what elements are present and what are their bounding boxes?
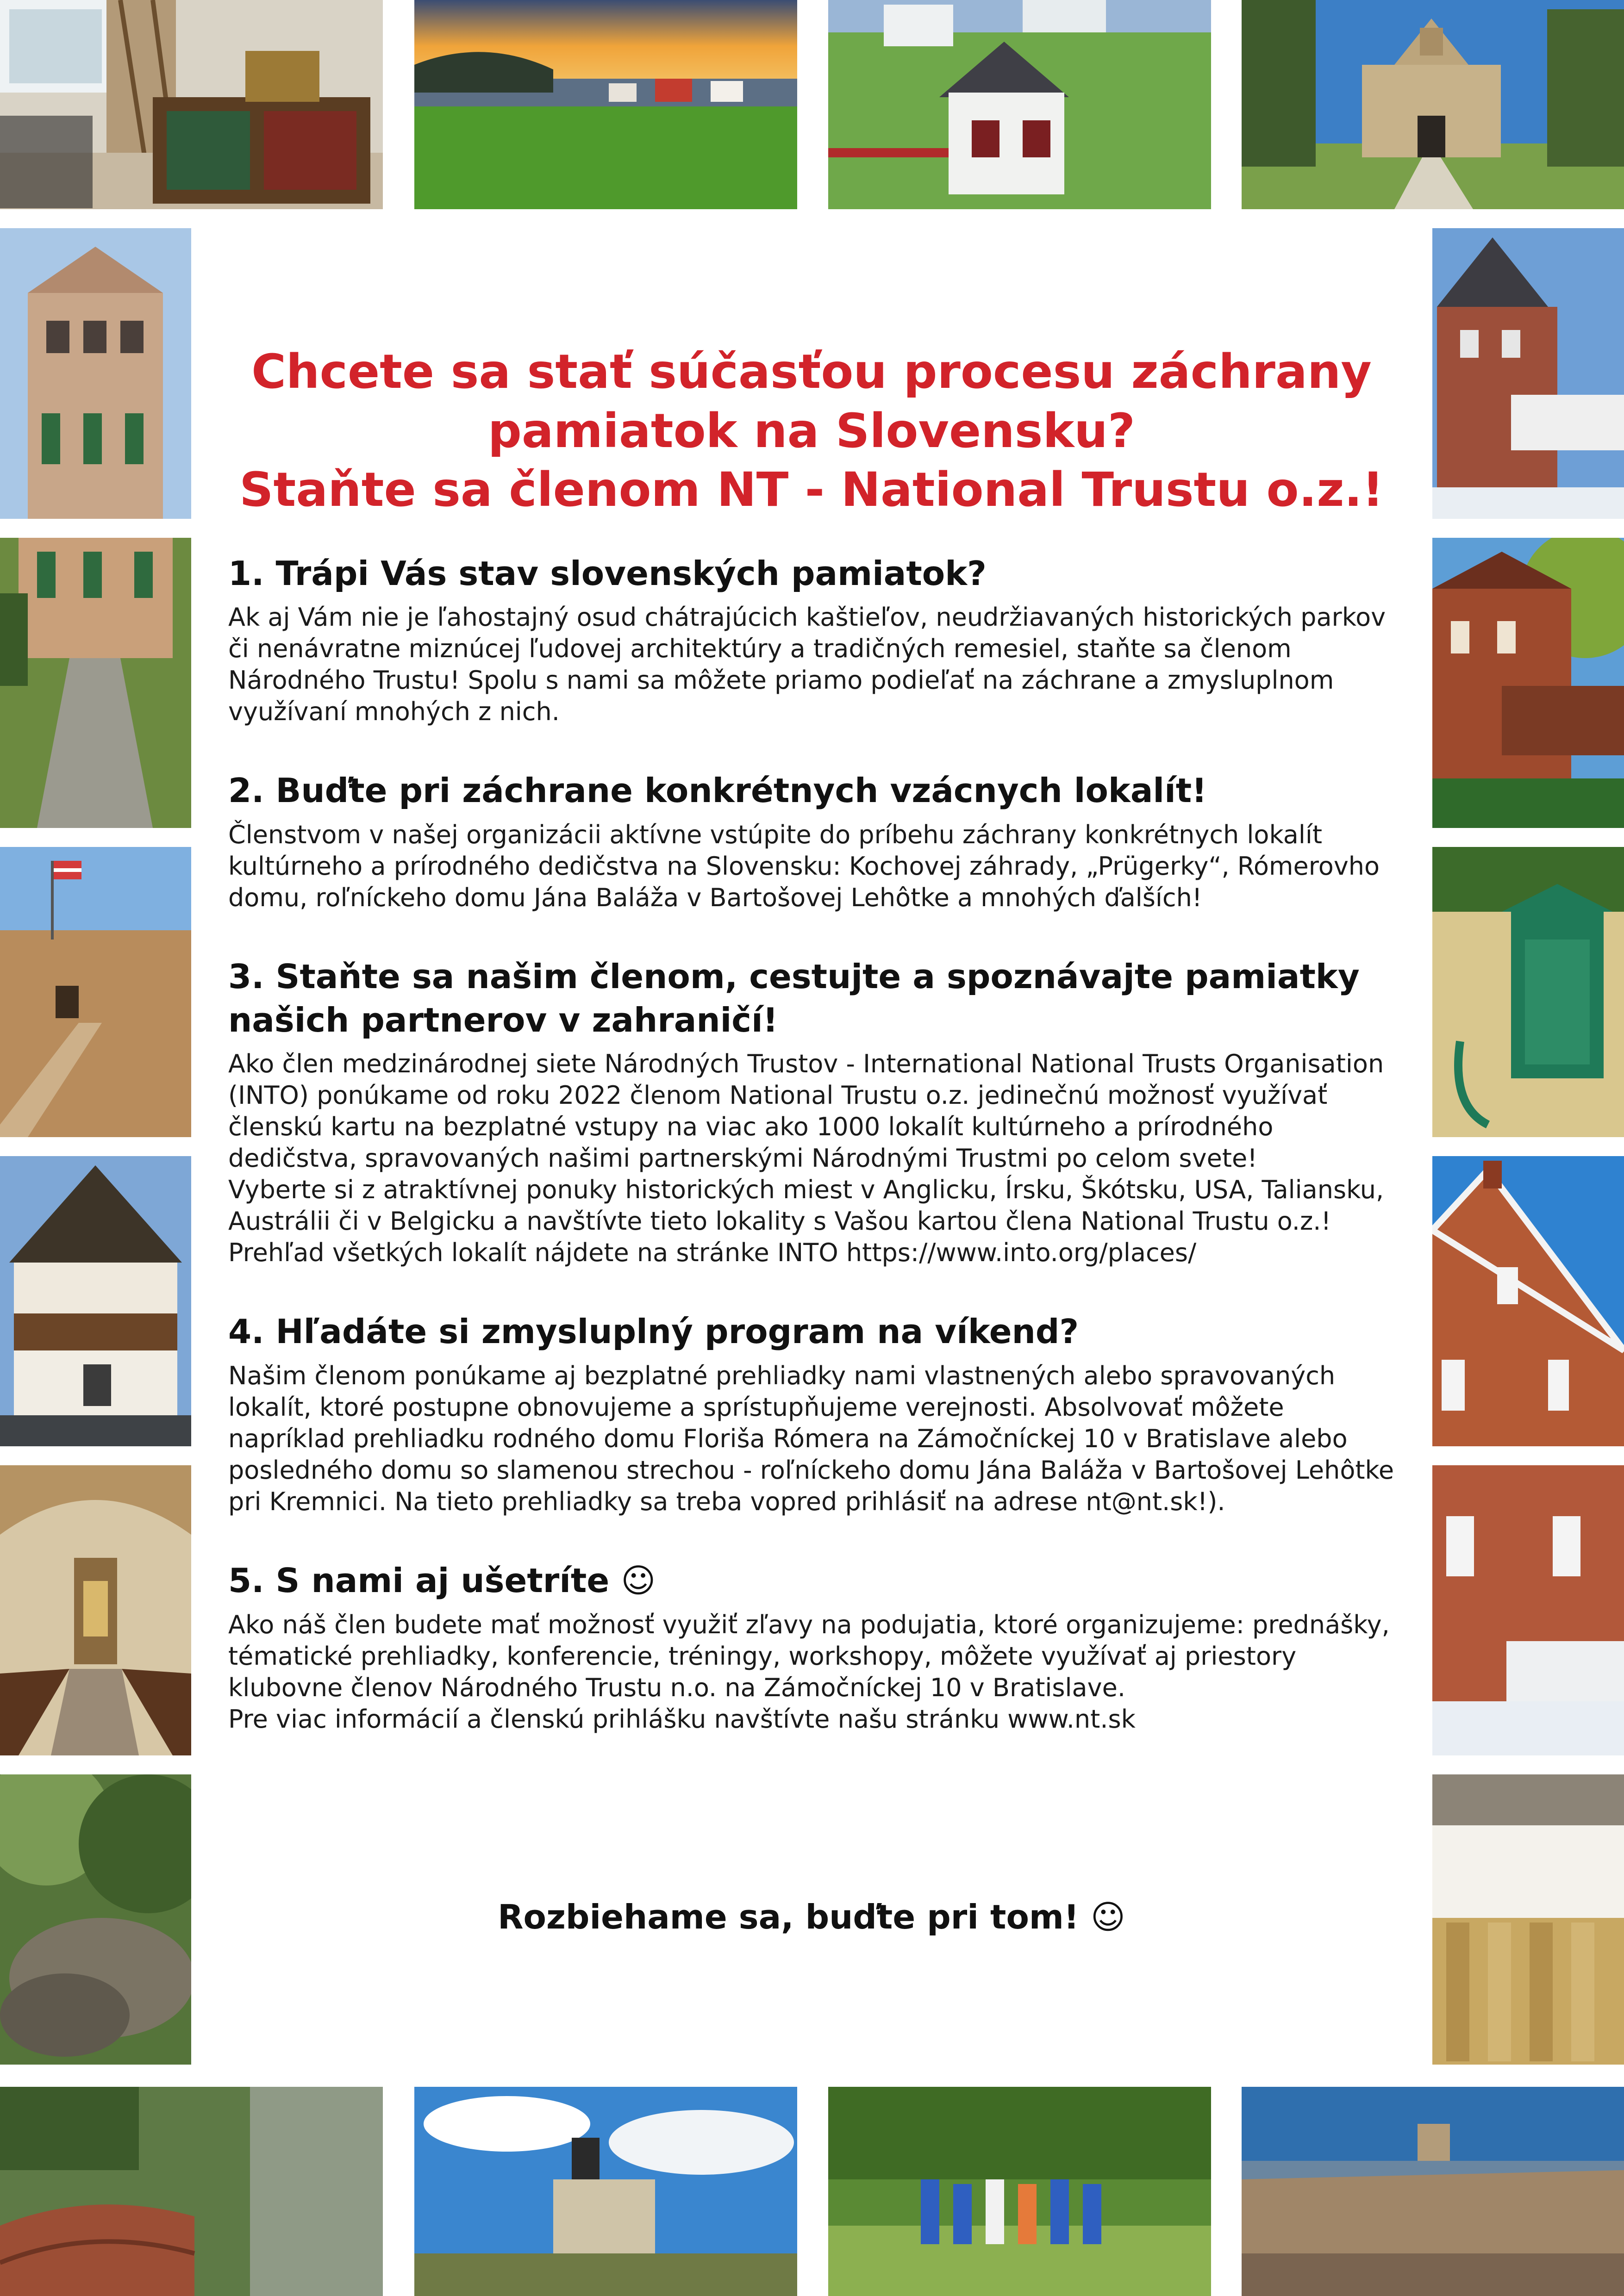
green-door-porch-photo: [1432, 847, 1624, 1137]
church-interior-photo: [0, 1465, 191, 1755]
wooden-village-house-photo: [0, 1156, 191, 1446]
section-5-paragraph-2: Pre viac informácií a členskú prihlášku navštívte našu stránku www.nt.sk: [228, 1704, 1136, 1734]
closing-slogan: Rozbiehame sa, buďte pri tom! ☺: [498, 1898, 1125, 1936]
forest-rocks-photo: [0, 1774, 191, 2065]
section-1-paragraph: Ak aj Vám nie je ľahostajný osud chátrajúcich kaštieľov, neudržiavaných historických parkov či nenávratne miznúcej ľudovej architektúry a tradičných remesiel, staňte sa členom Národného Trustu! Spolu s nami sa môžete priamo podieľať na záchrane a zmysluplnom využívaní mnohých z nich.: [228, 603, 1386, 727]
mossy-steps-photo: [0, 2087, 383, 2296]
section-4: [228, 1310, 1395, 1518]
headline-line-2: pamiatok na Slovensku?: [487, 403, 1136, 459]
headline-line-3: Staňte sa členom NT - National Trustu o.z.!: [239, 462, 1384, 517]
section-4-paragraph: Našim členom ponúkame aj bezplatné prehliadky nami vlastnených alebo spravovaných lokalít, ktoré postupne obnovujeme a sprístupňujeme verejnosti. Absolvovať môžete napríklad prehliadku rodného domu Florišа Rómera na Zámočníckej 10 v Bratislave alebo posledného domu so slamenou strechou - roľníckeho domu Jána Baláža v Bartošovej Lehôtke pri Kremnici. Na tieto prehliadky sa treba vopred prihlásiť na adrese nt@nt.sk!).: [228, 1361, 1394, 1517]
interior-stairs-chest-photo: [0, 0, 383, 209]
section-2-title: 2. Buďte pri záchrane konkrétnych vzácnych lokalít!: [228, 771, 1207, 810]
section-1: [228, 552, 1395, 728]
section-5: [228, 1559, 1395, 1735]
stone-fortress-flag-photo: [0, 847, 191, 1137]
section-2: [228, 769, 1395, 914]
section-3-paragraph-2: Vyberte si z atraktívnej ponuky historických miest v Anglicku, Írsku, Škótsku, USA, Taliansku, Austrálii či v Belgicku a navštívte tieto lokality s Vašou kartou člena National Trustu o.z.!: [228, 1175, 1384, 1236]
cliff-tower-photo: [1242, 2087, 1624, 2296]
page-headline: [228, 342, 1395, 520]
section-3-paragraph-1: Ako člen medzinárodnej siete Národných Trustov - International National Trusts Organisation (INTO) ponúkame od roku 2022 členom National Trustu o.z. jedinečnú možnosť využívať členskú kartu na bezplatné vstupy na viac ako 1000 lokalít kultúrneho a prírodného dedičstva, spravovaných našimi partnerskými Národnými Trustmi po celom svete!: [228, 1049, 1384, 1173]
section-2-paragraph: Členstvom v našej organizácii aktívne vstúpite do príbehu záchrany konkrétnych lokalít kultúrneho a prírodného dedičstva na Slovensku: Kochovej záhrady, „Prügerky“, Rómerovho domu, roľníckeho domu Jána Baláža v Bartošovej Lehôtke a mnohých ďalších!: [228, 820, 1380, 912]
garden-path-house-photo: [0, 538, 191, 828]
section-4-title: 4. Hľadáte si zmysluplný program na víkend?: [228, 1312, 1079, 1351]
coastal-sunset-village-photo: [414, 0, 797, 209]
brick-mill-house-photo: [1432, 228, 1624, 519]
red-brick-house-trees-photo: [1432, 538, 1624, 828]
section-5-title: 5. S nami aj ušetríte ☺: [228, 1561, 656, 1600]
headline-line-1: Chcete sa stať súčasťou procesu záchrany: [251, 344, 1372, 399]
section-3: [228, 955, 1395, 1269]
thatched-straw-photo: [1432, 1774, 1624, 2065]
volunteer-group-photo: [828, 2087, 1211, 2296]
section-1-title: 1. Trápi Vás stav slovenských pamiatok?: [228, 554, 987, 593]
stone-chapel-photo: [1242, 0, 1624, 209]
gabled-townhouse-photo: [0, 228, 191, 519]
brick-house-snow-photo: [1432, 1465, 1624, 1755]
section-3-paragraph-3: Prehľad všetkých lokalít nájdete na stránke INTO https://www.into.org/places/: [228, 1238, 1197, 1268]
main-content: [228, 342, 1395, 1777]
white-houses-hill-photo: [828, 0, 1211, 209]
lighthouse-photo: [414, 2087, 797, 2296]
section-3-title: 3. Staňte sa našim členom, cestujte a spoznávajte pamiatky našich partnerov v zahraničí!: [228, 957, 1360, 1039]
brick-house-sky-photo: [1432, 1156, 1624, 1446]
section-5-paragraph-1: Ako náš člen budete mať možnosť využiť zľavy na podujatia, ktoré organizujeme: prednášky, tématické prehliadky, konferencie, tréningy, workshopy, môžete využívať aj priestory klubovne členov Národného Trustu n.o. na Zámočníckej 10 v Bratislave.: [228, 1610, 1390, 1702]
